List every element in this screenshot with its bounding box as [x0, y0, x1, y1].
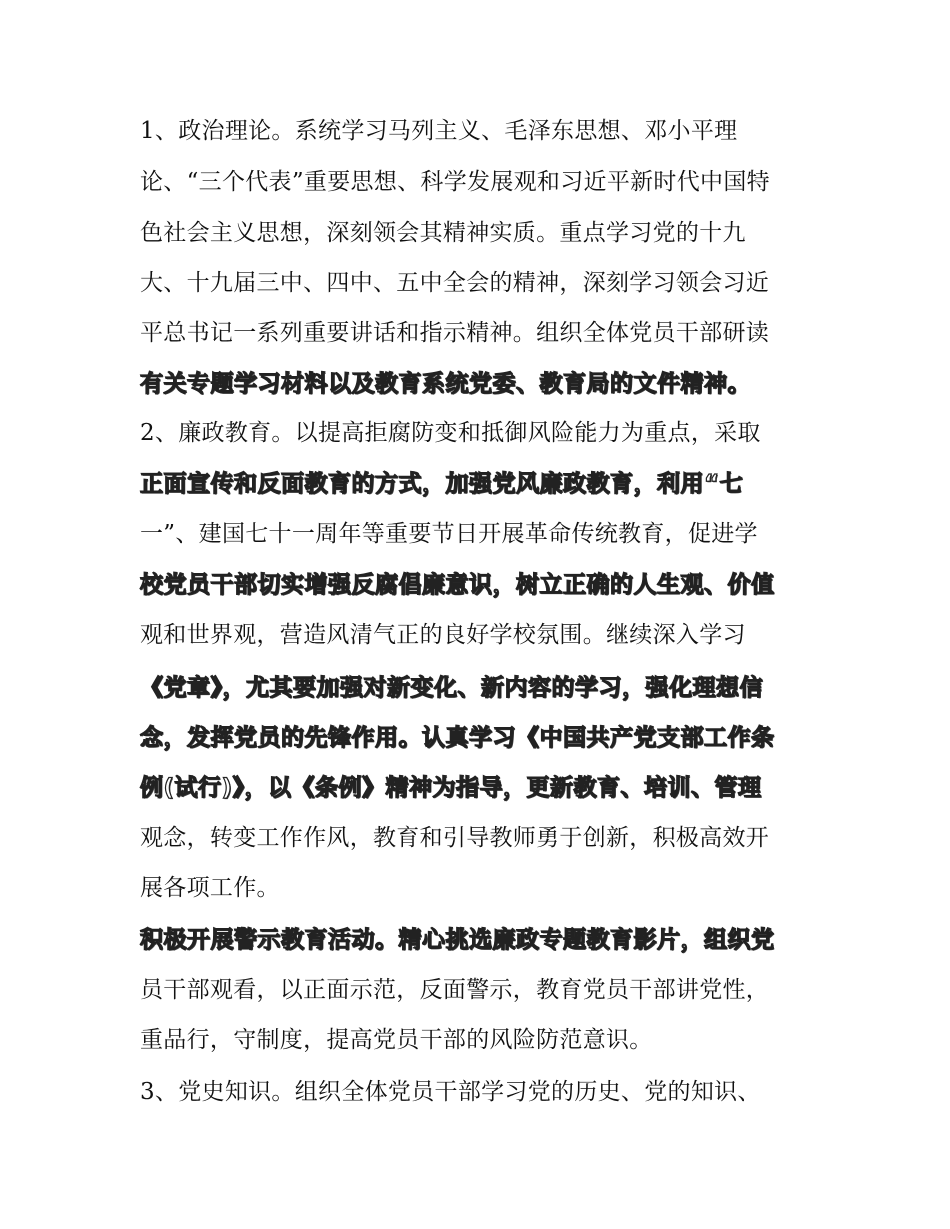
- text-line: 一”、建国七十一周年等重要节日开展革命传统教育，促进学: [140, 521, 758, 547]
- text-line: 重品行，守制度，提高党员干部的风险防范意识。: [140, 1027, 653, 1053]
- text-line: 1、政治理论。系统学习马列主义、毛泽东思想、邓小平理: [140, 118, 738, 144]
- text-line: 论、“三个代表”重要思想、科学发展观和习近平新时代中国特: [140, 169, 770, 195]
- text-line-outlined: 校党员干部切实增强反腐倡廉意识，树立正确的人生观、价值: [140, 572, 775, 598]
- text-line: 平总书记一系列重要讲话和指示精神。组织全体党员干部研读: [140, 320, 770, 346]
- text-line-outlined: 《党章》，尤其要加强对新变化、新内容的学习，强化理想信: [140, 675, 763, 701]
- text-line: 观念，转变工作作风，教育和引导教师勇于创新，积极高效开: [140, 825, 770, 851]
- text-line: 3、党史知识。组织全体党员干部学习党的历史、党的知识、: [140, 1079, 761, 1105]
- text-line: 2、廉政教育。以提高拒腐防变和抵御风险能力为重点，采取: [140, 420, 761, 446]
- text-line: 大、十九届三中、四中、五中全会的精神，深刻学习领会习近: [140, 270, 770, 296]
- text-line: 色社会主义思想，深刻领会其精神实质。重点学习党的十九: [140, 220, 746, 246]
- text-line: 员干部观看，以正面示范，反面警示，教育党员干部讲党性，: [140, 977, 770, 1003]
- text-line-outlined: 例(试行)》，以《条例》精神为指导，更新教育、培训、管理: [140, 775, 762, 801]
- text-line-outlined: 念，发挥党员的先锋作用。认真学习《中国共产党支部工作条: [140, 725, 775, 751]
- text-line-outlined: 正面宣传和反面教育的方式，加强党风廉政教育，利用“七: [140, 471, 744, 497]
- text-line-outlined: 有关专题学习材料以及教育系统党委、教育局的文件精神。: [140, 371, 751, 397]
- text-line: 展各项工作。: [140, 875, 280, 901]
- text-line: 观和世界观，营造风清气正的良好学校氛围。继续深入学习: [140, 622, 746, 648]
- text-line-outlined: 积极开展警示教育活动。精心挑选廉政专题教育影片，组织党: [140, 927, 775, 953]
